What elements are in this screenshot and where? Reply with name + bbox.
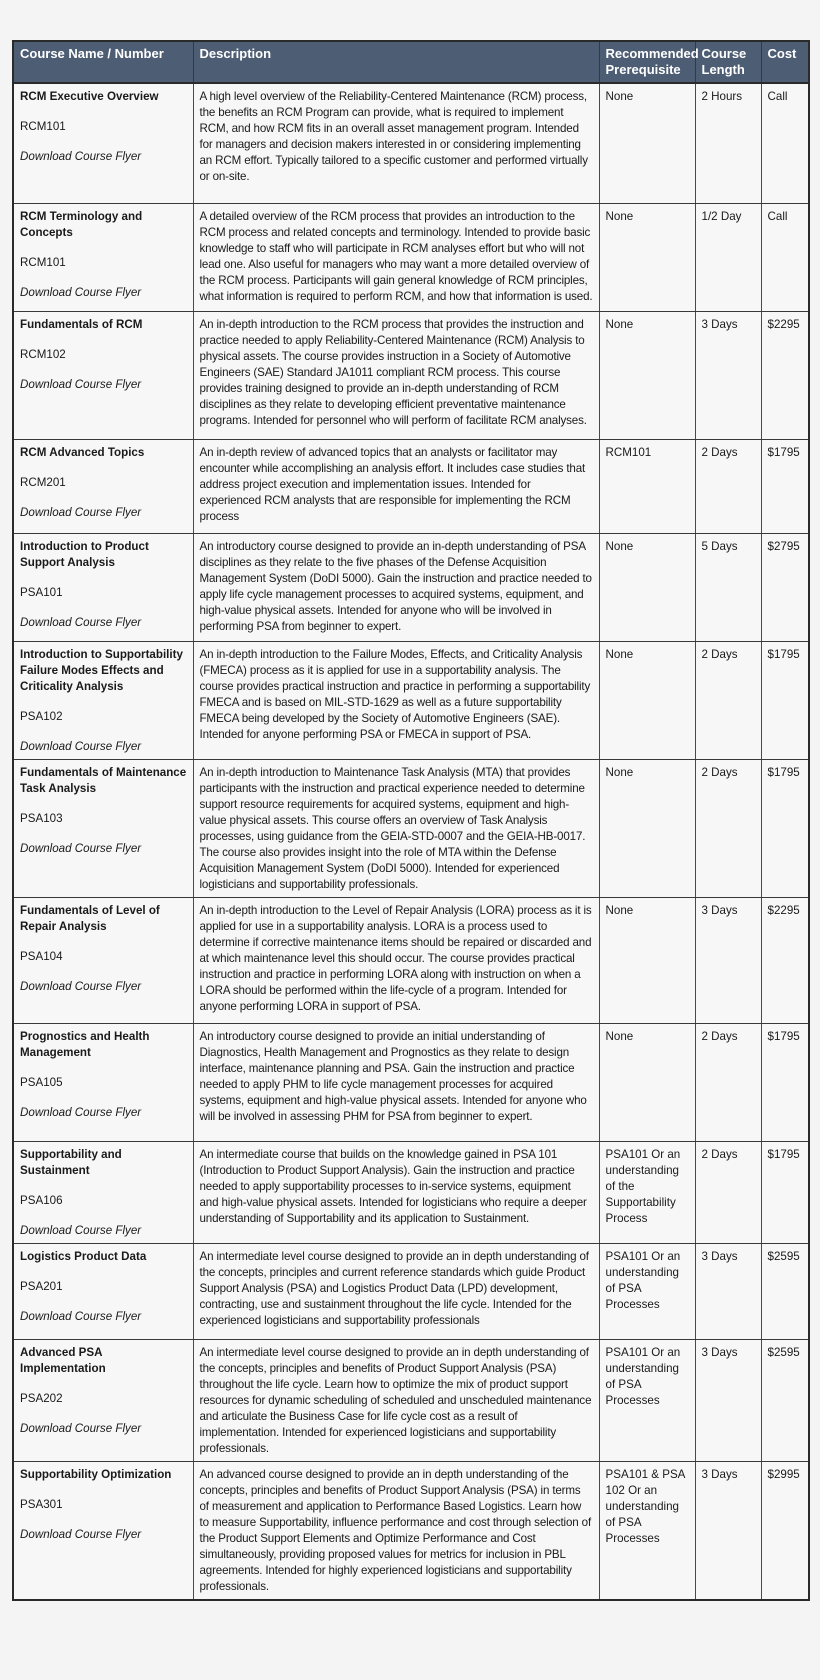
course-cost: $1795 [761,1023,809,1141]
course-description: A detailed overview of the RCM process that provides an introduction to the RCM process and related concepts and terminology. Intended to provide basic knowledge to staff who will participate in RCM analyses effort but who will not lead one. Also useful for managers who may want a more detailed overview of the RCM process. Participants will gain general knowledge of RCM principles, what information is required to perform RCM, and how that information is used. [193,203,599,311]
course-number: PSA105 [20,1075,63,1089]
course-name-cell [13,83,193,203]
course-description: An in-depth introduction to the RCM process that provides the instruction and practice needed to apply Reliability-Centered Maintenance (RCM) Analysis to physical assets. The course provides instruction in a Society of Automotive Engineers (SAE) Standard JA1011 compliant RCM process. This course provides training designed to provide an in-depth understanding of RCM disciplines as they relate to developing efficient preventative maintenance programs. Intended for personnel who will perform of facilitate RCM analyses. [193,311,599,439]
course-prerequisite: PSA101 Or an understanding of the Supportability Process [599,1141,695,1243]
table-row [13,1243,809,1339]
course-length: 2 Days [695,439,761,533]
course-prerequisite: None [599,203,695,311]
course-description: An in-depth introduction to the Level of Repair Analysis (LORA) process as it is applied for use in a supportability analysis. LORA is a process used to determine if corrective maintenance items should be repaired or discarded and at which maintenance level this should occur. The course provides practical instruction and practice in performing LORA along with instruction on when a LORA should be performed within the life-cycle of a program. Intended for anyone performing LORA in support of PSA. [193,897,599,1023]
course-name: Introduction to Product Support Analysis [20,539,149,569]
course-number: PSA301 [20,1497,63,1511]
download-flyer-link[interactable]: Download Course Flyer [20,377,142,391]
course-cost: $2795 [761,533,809,641]
download-flyer-link[interactable]: Download Course Flyer [20,1223,142,1237]
course-prerequisite: None [599,533,695,641]
course-name: Fundamentals of Maintenance Task Analysis [20,765,187,795]
course-name-cell [13,1023,193,1141]
course-prerequisite: None [599,83,695,203]
course-name: Supportability Optimization [20,1467,172,1481]
course-prerequisite: PSA101 & PSA 102 Or an understanding of PSA Processes [599,1461,695,1600]
header-course-name: Course Name / Number [13,41,193,83]
course-description: An advanced course designed to provide an in depth understanding of the concepts, principles and benefits of Product Support Analysis (PSA) in terms of measurement and application to Performance Based Logistics. Learn how to measure Supportability, influence performance and cost through selection of the Product Support Elements and Optimize Performance and Cost simultaneously, providing proposed values for metrics for inclusion in PBL agreements. Intended for highly experienced logisticians and supportability professionals. [193,1461,599,1600]
course-name-cell [13,1141,193,1243]
course-number: RCM101 [20,120,66,133]
course-prerequisite: None [599,759,695,897]
table-row [13,83,809,203]
course-description: An introductory course designed to provide an in-depth understanding of PSA disciplines as they relate to the five phases of the Defense Acquisition Management System (DoDI 5000). Gain the instruction and practice needed to apply life cycle management processes to acquired systems, equipment, and high-value physical assets. Intended for anyone who will be involved in performing PSA from beginner to expert. [193,533,599,641]
course-prerequisite: PSA101 Or an understanding of PSA Processes [599,1339,695,1461]
course-cost: $1795 [761,1141,809,1243]
course-number: RCM102 [20,347,66,361]
course-name: Fundamentals of Level of Repair Analysis [20,903,160,933]
download-flyer-link[interactable]: Download Course Flyer [20,150,142,163]
table-row [13,897,809,1023]
course-length: 2 Hours [695,83,761,203]
download-flyer-link[interactable]: Download Course Flyer [20,505,142,519]
course-cost: $2995 [761,1461,809,1600]
course-length: 2 Days [695,641,761,759]
course-cost: $1795 [761,759,809,897]
download-flyer-link[interactable]: Download Course Flyer [20,285,142,299]
course-length: 3 Days [695,1243,761,1339]
course-length: 3 Days [695,1339,761,1461]
course-prerequisite: None [599,311,695,439]
course-description: An in-depth introduction to the Failure Modes, Effects, and Criticality Analysis (FMECA) process as it is applied for use in a supportability analysis. The course provides practical instruction and practice in performing a supportability FMECA and is based on MIL-STD-1629 as well as a future supportability FMECA being developed by the Society of Automotive Engineers (SAE). Intended for anyone performing PSA or FMECA in support of PSA. [193,641,599,759]
course-name-cell [13,203,193,311]
download-flyer-link[interactable]: Download Course Flyer [20,1309,142,1323]
course-description: An in-depth review of advanced topics that an analysts or facilitator may encounter while accomplishing an analysis effort. It includes case studies that address project execution and implementation issues. Intended for experienced RCM analysts that are responsible for implementing the RCM process [193,439,599,533]
course-catalog [12,40,808,1601]
table-header-row [13,41,809,83]
course-length: 5 Days [695,533,761,641]
course-prerequisite: RCM101 [599,439,695,533]
table-row [13,533,809,641]
course-name-cell [13,1339,193,1461]
course-number: PSA104 [20,949,63,963]
course-name-cell [13,1243,193,1339]
course-number: RCM201 [20,475,66,489]
header-prerequisite: Recommended Prerequisite [599,41,695,83]
course-length: 3 Days [695,897,761,1023]
course-name: Fundamentals of RCM [20,317,143,331]
download-flyer-link[interactable]: Download Course Flyer [20,1527,142,1541]
course-name-cell [13,759,193,897]
course-number: PSA202 [20,1391,63,1405]
course-name-cell [13,439,193,533]
course-name-cell [13,533,193,641]
table-row [13,759,809,897]
course-name: RCM Terminology and Concepts [20,209,143,239]
course-length: 3 Days [695,1461,761,1600]
course-name: Logistics Product Data [20,1249,147,1263]
course-name: RCM Advanced Topics [20,445,145,459]
course-rows [13,83,809,1600]
course-prerequisite: PSA101 Or an understanding of PSA Processes [599,1243,695,1339]
course-name: Advanced PSA Implementation [20,1345,106,1375]
course-prerequisite: None [599,897,695,1023]
course-description: An intermediate level course designed to provide an in depth understanding of the concepts, principles and benefits of Product Support Analysis (PSA) throughout the life cycle. Learn how to optimize the mix of product support resources for dynamic scheduling of scheduled and unscheduled maintenance and articulate the Business Case for life cycle cost as a result of implementation. Intended for experienced logisticians and supportability professionals. [193,1339,599,1461]
table-row [13,203,809,311]
course-cost: $1795 [761,641,809,759]
course-description: An introductory course designed to provide an initial understanding of Diagnostics, Health Management and Prognostics as they relate to design interface, maintenance planning and PSA. Gain the instruction and practice needed to apply PHM to life cycle management processes for acquired systems, equipment and high-value physical assets. Intended for anyone who will be involved in assessing PHM for PSA from beginner to expert. [193,1023,599,1141]
course-name-cell [13,1461,193,1600]
course-length: 1/2 Day [695,203,761,311]
download-flyer-link[interactable]: Download Course Flyer [20,1105,142,1119]
course-description: An in-depth introduction to Maintenance Task Analysis (MTA) that provides participants with the instruction and practical experience needed to determine support resource requirements for acquired systems, equipment and high-value physical assets. This course offers an overview of Task Analysis processes, using guidance from the GEIA-STD-0007 and the GEIA-HB-0017. The course also provides insight into the role of MTA within the Defense Acquisition Management System (DoDI 5000). Intended for experienced logisticians and supportability professionals. [193,759,599,897]
course-description: An intermediate level course designed to provide an in depth understanding of the concepts, principles and current reference standards which guide Product Support Analysis (PSA) and Logistics Product Data (LPD) development, contracting, use and sustainment throughout the life cycle. Intended for the experienced logisticians and supportability professionals [193,1243,599,1339]
course-description: An intermediate course that builds on the knowledge gained in PSA 101 (Introduction to Product Support Analysis). Gain the instruction and practice needed to apply supportability processes to in-service systems, equipment and high-value physical assets. Intended for logisticians who require a deeper understanding of Supportability and its application to Sustainment. [193,1141,599,1243]
course-cost: $2595 [761,1243,809,1339]
table-row [13,439,809,533]
course-name: Introduction to Supportability Failure Modes Effects and Criticality Analysis [20,647,183,693]
download-flyer-link[interactable]: Download Course Flyer [20,1421,142,1435]
course-description: A high level overview of the Reliability-Centered Maintenance (RCM) process, the benefits an RCM Program can provide, what is required to implement RCM, and how RCM fits in an overall asset management program. Intended for managers and decision makers interested in or considering implementing an RCM effort. Typically tailored to a specific customer and performed virtually or on-site. [193,83,599,203]
download-flyer-link[interactable]: Download Course Flyer [20,739,142,753]
course-name-cell [13,311,193,439]
course-number: PSA106 [20,1193,63,1207]
table-row [13,1461,809,1600]
table-row [13,641,809,759]
course-length: 2 Days [695,1023,761,1141]
course-cost: Call [761,203,809,311]
course-name-cell [13,897,193,1023]
download-flyer-link[interactable]: Download Course Flyer [20,841,142,855]
course-number: PSA102 [20,709,63,723]
course-length: 3 Days [695,311,761,439]
course-table [12,40,810,1601]
course-length: 2 Days [695,759,761,897]
course-prerequisite: None [599,1023,695,1141]
course-length: 2 Days [695,1141,761,1243]
course-cost: $2595 [761,1339,809,1461]
course-name-cell [13,641,193,759]
download-flyer-link[interactable]: Download Course Flyer [20,615,142,629]
header-description: Description [193,41,599,83]
course-name: Supportability and Sustainment [20,1147,122,1177]
table-row [13,1339,809,1461]
header-cost: Cost [761,41,809,83]
download-flyer-link[interactable]: Download Course Flyer [20,979,142,993]
course-cost: $1795 [761,439,809,533]
table-row [13,311,809,439]
course-cost: $2295 [761,897,809,1023]
course-number: PSA101 [20,585,63,599]
header-course-length: Course Length [695,41,761,83]
course-cost: $2295 [761,311,809,439]
course-number: RCM101 [20,255,66,269]
course-cost: Call [761,83,809,203]
course-name: Prognostics and Health Management [20,1029,150,1059]
course-prerequisite: None [599,641,695,759]
course-number: PSA103 [20,811,63,825]
course-name: RCM Executive Overview [20,90,159,103]
table-row [13,1141,809,1243]
table-row [13,1023,809,1141]
course-number: PSA201 [20,1279,63,1293]
